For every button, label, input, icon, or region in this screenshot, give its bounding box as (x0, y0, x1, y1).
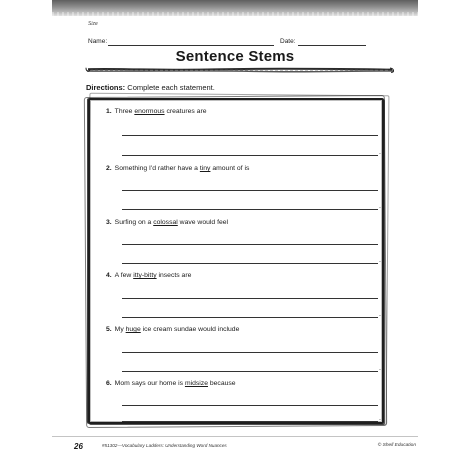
question-2: 2. Something I'd rather have a tiny amount of is (106, 165, 250, 172)
nuance-word: midsize (184, 380, 208, 387)
end-period: . (379, 311, 381, 318)
footer-divider (52, 436, 418, 437)
question-3: 3. Surfing on a colossal wave would feel (106, 219, 229, 226)
page-title: Sentence Stems (175, 48, 295, 65)
end-period: . (379, 415, 381, 422)
answer-line[interactable] (122, 209, 378, 210)
answer-line[interactable] (122, 421, 378, 422)
top-banner (52, 0, 418, 16)
directions-text: Complete each statement. (127, 83, 215, 92)
date-label: Date: (280, 38, 296, 45)
nuance-word: tiny (199, 165, 211, 172)
nuance-word: colossal (153, 219, 178, 226)
question-5: 5. My huge ice cream sundae would include (106, 326, 240, 333)
directions (86, 83, 215, 92)
skill-tag: Size (88, 21, 98, 27)
name-field-line[interactable] (108, 45, 274, 46)
name-date-row (88, 36, 418, 48)
worksheet-page (52, 0, 418, 470)
answer-line[interactable] (122, 190, 378, 191)
directions-label: Directions: (86, 83, 126, 92)
book-reference: #51302—Vocabulary Ladders: Understanding Word Nuances (102, 443, 227, 448)
answer-line[interactable] (122, 263, 378, 264)
question-6: 6. Mom says our home is midsize because (106, 380, 236, 387)
answer-line[interactable] (122, 244, 378, 245)
answer-line[interactable] (122, 317, 378, 318)
answer-line[interactable] (122, 371, 378, 372)
end-period: . (379, 149, 381, 156)
nuance-word: huge (125, 326, 141, 333)
nuance-word: itty-bitty (133, 272, 157, 279)
questions-frame (88, 98, 384, 424)
answer-line[interactable] (122, 405, 378, 406)
answer-line[interactable] (122, 352, 378, 353)
name-label: Name: (88, 38, 108, 45)
answer-line[interactable] (122, 298, 378, 299)
copyright: © Shell Education (377, 443, 416, 448)
question-1: 1. Three enormous creatures are (106, 108, 207, 115)
nuance-word: enormous (134, 108, 165, 115)
page-number: 26 (74, 442, 83, 451)
answer-line[interactable] (122, 155, 378, 156)
end-period: . (379, 365, 381, 372)
date-field-line[interactable] (298, 45, 366, 46)
question-4: 4. A few itty-bitty insects are (106, 272, 192, 279)
decorative-rope-divider (84, 66, 396, 74)
answer-line[interactable] (122, 135, 378, 136)
end-period: . (379, 203, 381, 210)
end-period: . (379, 257, 381, 264)
